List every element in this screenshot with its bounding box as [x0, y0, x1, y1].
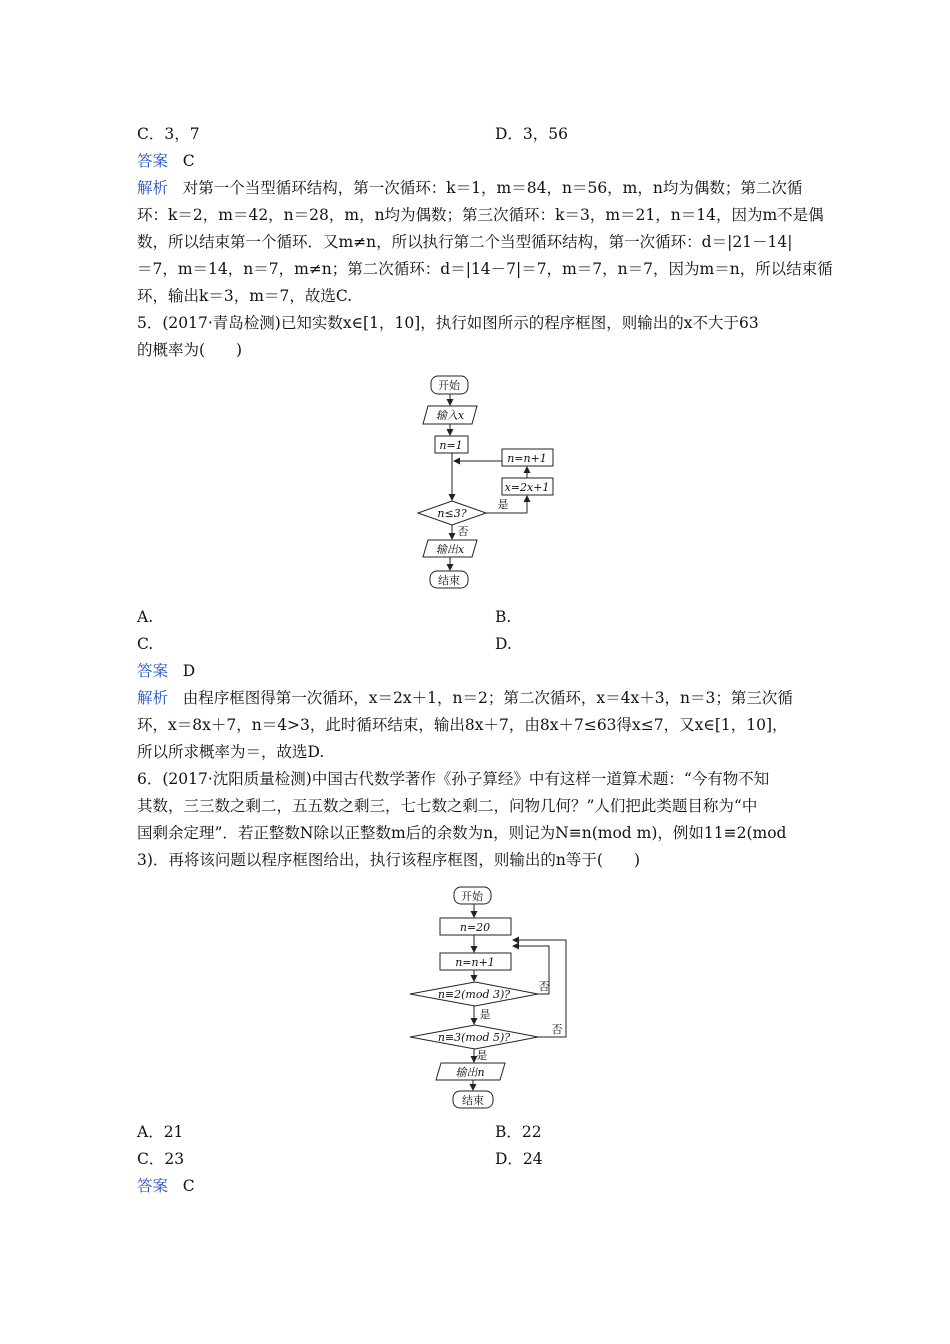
- q4-analysis-line-2: 环：k＝2，m＝42，n＝28，m，n均为偶数；第三次循环：k＝3，m＝21，n＝14，因为m不是偶: [137, 206, 824, 224]
- q4-analysis-line-4: ＝7，m＝14，n＝7，m≠n；第二次循环：d＝|14－7|＝7，m＝7，n＝7，因为m＝n，所以结束循: [137, 260, 833, 278]
- analysis-label: 解析: [137, 179, 169, 197]
- q6-stem-line-3: 国剩余定理”．若正整数N除以正整数m后的余数为n，则记为N≡n(mod m)，例如11≡2(mod: [137, 824, 787, 842]
- answer-value: C: [182, 1177, 195, 1195]
- answer-label: 答案: [137, 662, 169, 680]
- q5-stem-line-1: 5．(2017·青岛检测)已知实数x∈[1，10]，执行如图所示的程序框图，则输出的x不大于63: [137, 314, 759, 332]
- q5-no-text: 否: [457, 525, 469, 538]
- q5-option-b: B.: [495, 608, 512, 626]
- q5-update-n-text: n=n+1: [507, 452, 547, 465]
- q5-condition-text: n≤3?: [437, 507, 467, 520]
- q6-no2-text: 否: [551, 1023, 563, 1036]
- q5-option-d: D.: [495, 635, 512, 653]
- q6-yes2-text: 是: [476, 1049, 488, 1062]
- q6-option-b: B．22: [495, 1123, 542, 1141]
- q6-no1-text: 否: [538, 980, 550, 993]
- q6-condition1-text: n≡2(mod 3)?: [437, 988, 511, 1001]
- q6-init-text: n=20: [459, 921, 491, 934]
- q6-condition2-text: n≡3(mod 5)?: [437, 1031, 511, 1044]
- q5-option-c: C.: [137, 635, 154, 653]
- q6-option-d: D．24: [495, 1150, 543, 1168]
- q6-stem-line-2: 其数，三三数之剩二，五五数之剩三，七七数之剩二，问物几何？”人们把此类题目称为“中: [137, 797, 758, 815]
- q6-start-text: 开始: [461, 890, 483, 903]
- q6-output-text: 输出n: [455, 1066, 485, 1079]
- q6-option-a: A．21: [137, 1123, 184, 1141]
- answer-label: 答案: [137, 152, 169, 170]
- q4-analysis-line-5: 环，输出k＝3，m＝7，故选C.: [137, 287, 353, 305]
- q6-stem-line-4: 3)．再将该问题以程序框图给出，执行该程序框图，则输出的n等于( ): [137, 851, 640, 869]
- q6-end-text: 结束: [462, 1094, 484, 1107]
- answer-value: D: [182, 662, 196, 680]
- analysis-label: 解析: [137, 689, 169, 707]
- q5-output-text: 输出x: [435, 543, 465, 556]
- q5-analysis-line-1: 解析 由程序框图得第一次循环，x＝2x＋1，n＝2；第二次循环，x＝4x＋3，n＝3；第三次循: [137, 689, 793, 707]
- q6-yes1-text: 是: [479, 1008, 491, 1021]
- q5-init-text: n=1: [439, 439, 463, 452]
- q4-option-d: D．3，56: [495, 125, 569, 143]
- q4-analysis-line-3: 数，所以结束第一个循环．又m≠n，所以执行第二个当型循环结构，第一次循环：d＝|21－14|: [137, 233, 793, 251]
- q5-yes-text: 是: [497, 498, 509, 511]
- q5-start-text: 开始: [438, 379, 460, 392]
- q5-analysis-line-2: 环，x＝8x＋7，n＝4>3，此时循环结束，输出8x＋7，由8x＋7≤63得x≤7，又x∈[1，10]，: [137, 716, 788, 734]
- q5-stem-line-2: 的概率为( ): [137, 341, 243, 359]
- q6-option-c: C．23: [137, 1150, 185, 1168]
- q5-analysis-line-3: 所以所求概率为＝，故选D.: [137, 743, 325, 761]
- q6-answer: [137, 1176, 195, 1196]
- q4-analysis-line-1: 解析 对第一个当型循环结构，第一次循环：k＝1，m＝84，n＝56，m，n均为偶数；第二次循: [137, 179, 803, 197]
- q5-update-x-text: x=2x+1: [504, 481, 550, 494]
- q5-option-a: A.: [137, 608, 154, 626]
- answer-label: 答案: [137, 1177, 169, 1195]
- q5-end-text: 结束: [438, 574, 460, 587]
- q6-stem-line-1: 6．(2017·沈阳质量检测)中国古代数学著作《孙子算经》中有这样一道算术题：“今有物不知: [137, 770, 770, 788]
- q5-input-text: 输入x: [435, 409, 465, 422]
- q4-option-c: C．3，7: [137, 125, 200, 143]
- q6-update-text: n=n+1: [455, 956, 495, 969]
- answer-value: C: [182, 152, 195, 170]
